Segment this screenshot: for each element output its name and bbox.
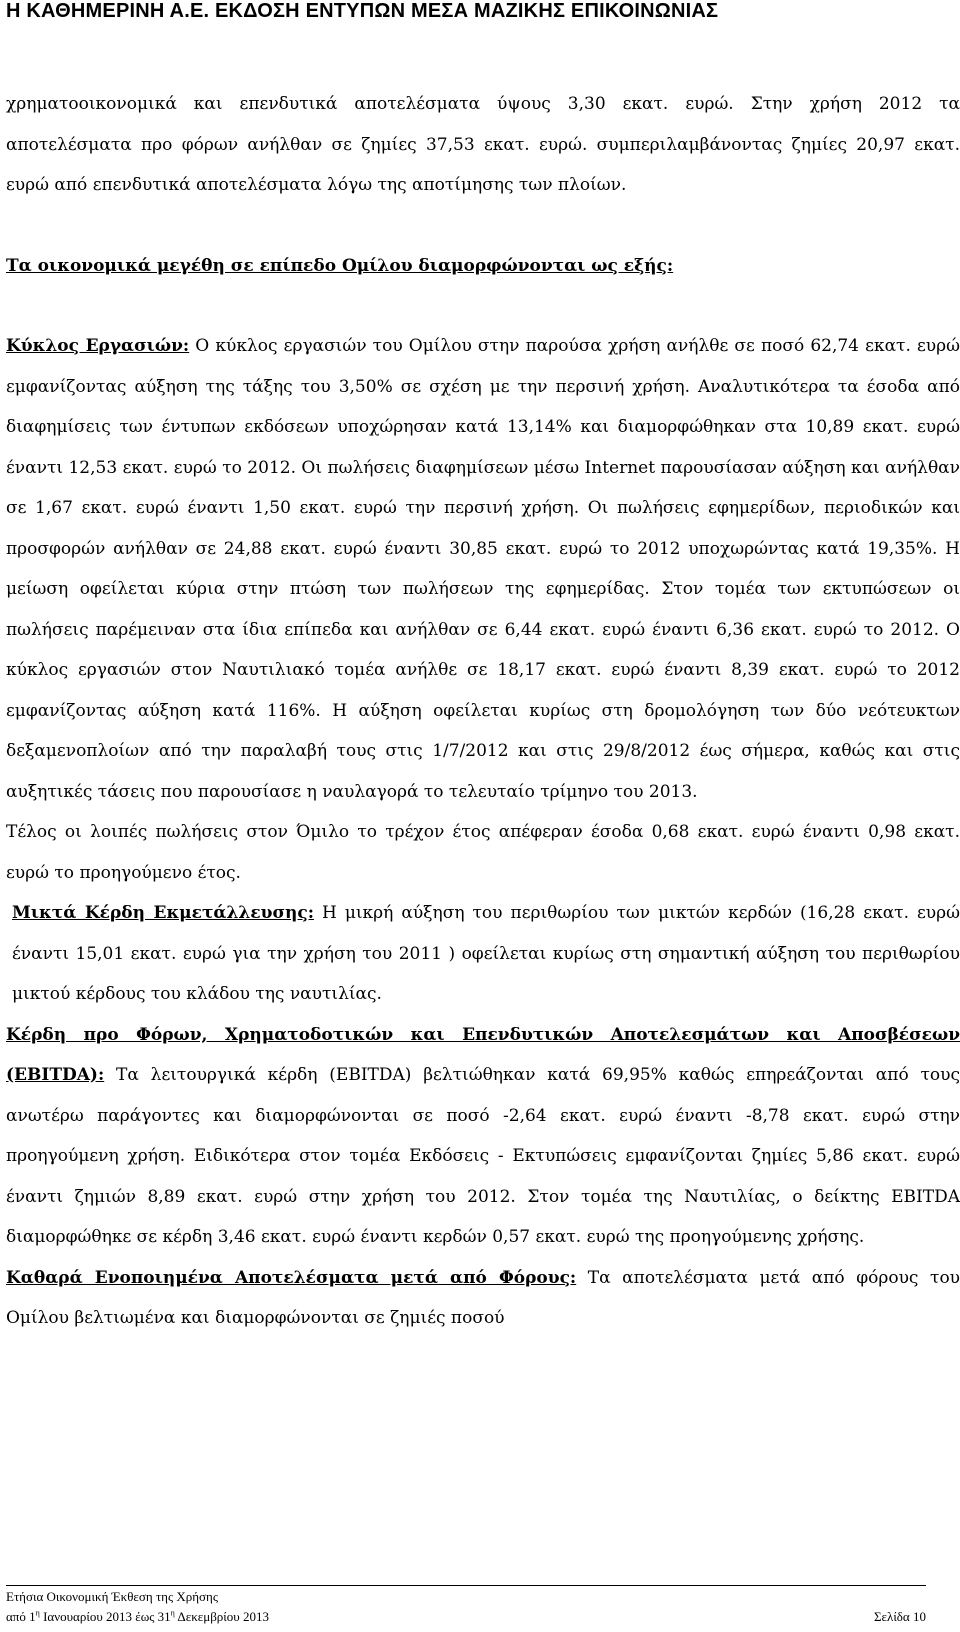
footer-period [6,1609,269,1625]
ebitda-text: Τα λειτουργικά κέρδη (EBITDA) βελτιώθηκαν κατά 69,95% καθώς επηρεάζονται από τους ανωτέρω παράγοντες και διαμορφώνονται σε ποσό -2,64 εκατ. ευρώ έναντι -8,78 εκατ. ευρώ στην προηγούμενη χρήση. Ειδικότερα στον τομέα Εκδόσεις - Εκτυπώσεις εμφανίζονται ζημίες 5,86 εκατ. ευρώ έναντι ζημιών 8,89 εκατ. ευρώ στην χρήση του 2012. Στον τομέα της Ναυτιλίας, ο δείκτης EBITDA διαμορφώθηκε σε κέρδη 3,46 εκατ. ευρώ έναντι κερδών 0,57 εκατ. ευρώ της προηγούμενης χρήσης. [6,1065,960,1247]
gross-profit-heading: Μικτά Κέρδη Εκμετάλλευσης: [12,903,314,923]
footer-period-from-sup: η [35,1608,40,1618]
group-heading-text: Τα οικονομικά μεγέθη σε επίπεδο Ομίλου διαμορφώνονται ως εξής: [6,255,674,276]
document-body [6,84,960,1339]
footer-period-mid: Ιανουαρίου 2013 έως 31 [39,1609,171,1624]
paragraph-intro: χρηματοοικονομικά και επενδυτικά αποτελέσματα ύψους 3,30 εκατ. ευρώ. Στην χρήση 2012 τα αποτελέσματα προ φόρων ανήλθαν σε ζημίες 37,53 εκατ. ευρώ. συμπεριλαμβάνοντας ζημίες 20,97 εκατ. ευρώ από επενδυτικά αποτελέσματα λόγω της αποτίμησης των πλοίων. [6,94,960,195]
footer-period-from: από 1 [6,1609,36,1624]
turnover-text: Ο κύκλος εργασιών του Ομίλου στην παρούσα χρήση ανήλθε σε ποσό 62,74 εκατ. ευρώ εμφανίζοντας αύξηση της τάξης του 3,50% σε σχέση με την περσινή χρήση. Αναλυτικότερα τα έσοδα από διαφημίσεις των έντυπων εκδόσεων υποχώρησαν κατά 13,14% και διαμορφώθηκαν στα 10,89 εκατ. ευρώ έναντι 12,53 εκατ. ευρώ το 2012. Οι πωλήσεις διαφημίσεων μέσω Internet παρουσίασαν αύξηση και ανήλθαν σε 1,67 εκατ. ευρώ έναντι 1,50 εκατ. ευρώ την περσινή χρήση. Οι πωλήσεις εφημερίδων, περιοδικών και προσφορών ανήλθαν σε 24,88 εκατ. ευρώ έναντι 30,85 εκατ. ευρώ το 2012 υποχωρώντας κατά 19,35%. Η μείωση οφείλεται κύρια στην πτώση των πωλήσεων της εφημερίδας. Στον τομέα των εκτυπώσεων οι πωλήσεις παρέμειναν στα ίδια επίπεδα και ανήλθαν σε 6,44 εκατ. ευρώ έναντι 6,36 εκατ. ευρώ το 2012. Ο κύκλος εργασιών στον Ναυτιλιακό τομέα ανήλθε σε 18,17 εκατ. ευρώ έναντι 8,39 εκατ. ευρώ το 2012 εμφανίζοντας αύξηση κατά 116%. Η αύξηση οφείλεται κυρίως στη δρομολόγηση των δύο νεότευκτων δεξαμενοπλοίων από την παραλαβή τους στις 1/7/2012 και στις 29/8/2012 έως σήμερα, καθώς και στις αυξητικές τάσεις που παρουσίασε η ναυλαγορά το τελευταίο τρίμηνο του 2013. [6,336,960,802]
gross-profit-text: Η μικρή αύξηση του περιθωρίου των μικτών κερδών (16,28 εκατ. ευρώ έναντι 15,01 εκατ. ευρώ για την χρήση του 2011 ) οφείλεται κυρίως στη σημαντική αύξηση του περιθωρίου μικτού κέρδους του κλάδου της ναυτιλίας. [12,903,960,1004]
paragraph-other-sales: Τέλος οι λοιπές πωλήσεις στον Όμιλο το τρέχον έτος απέφεραν έσοδα 0,68 εκατ. ευρώ έναντι 0,98 εκατ. ευρώ το προηγούμενο έτος. [6,822,960,883]
page-header-title: Η ΚΑΘΗΜΕΡΙΝΗ Α.Ε. ΕΚΔΟΣΗ ΕΝΤΥΠΩΝ ΜΕΣΑ ΜΑΖΙΚΗΣ ΕΠΙΚΟΙΝΩΝΙΑΣ [6,0,719,22]
footer-period-end: Δεκεμβρίου 2013 [174,1609,269,1624]
footer-report-title: Ετήσια Οικονομική Έκθεση της Χρήσης [6,1589,218,1604]
paragraph-gross-profit [6,893,960,1015]
paragraph-ebitda [6,1015,960,1258]
paragraph-turnover [6,326,960,812]
net-results-text: Τα αποτελέσματα μετά από φόρους του Ομίλου βελτιωμένα και διαμορφώνονται σε ζημιές ποσού [6,1267,960,1328]
footer-divider [6,1585,926,1586]
footer-page-number: Σελίδα 10 [873,1609,926,1624]
paragraph-net-results [6,1258,960,1339]
ebitda-heading: Κέρδη προ Φόρων, Χρηματοδοτικών και Επενδυτικών Αποτελεσμάτων και Αποσβέσεων (EBITDA): [6,1024,960,1085]
turnover-heading: Κύκλος Εργασιών: [6,336,190,356]
net-results-heading: Καθαρά Ενοποιημένα Αποτελέσματα μετά από Φόρους: [6,1267,577,1288]
section-heading-group [6,246,960,287]
footer-period-to-sup: η [170,1608,175,1618]
